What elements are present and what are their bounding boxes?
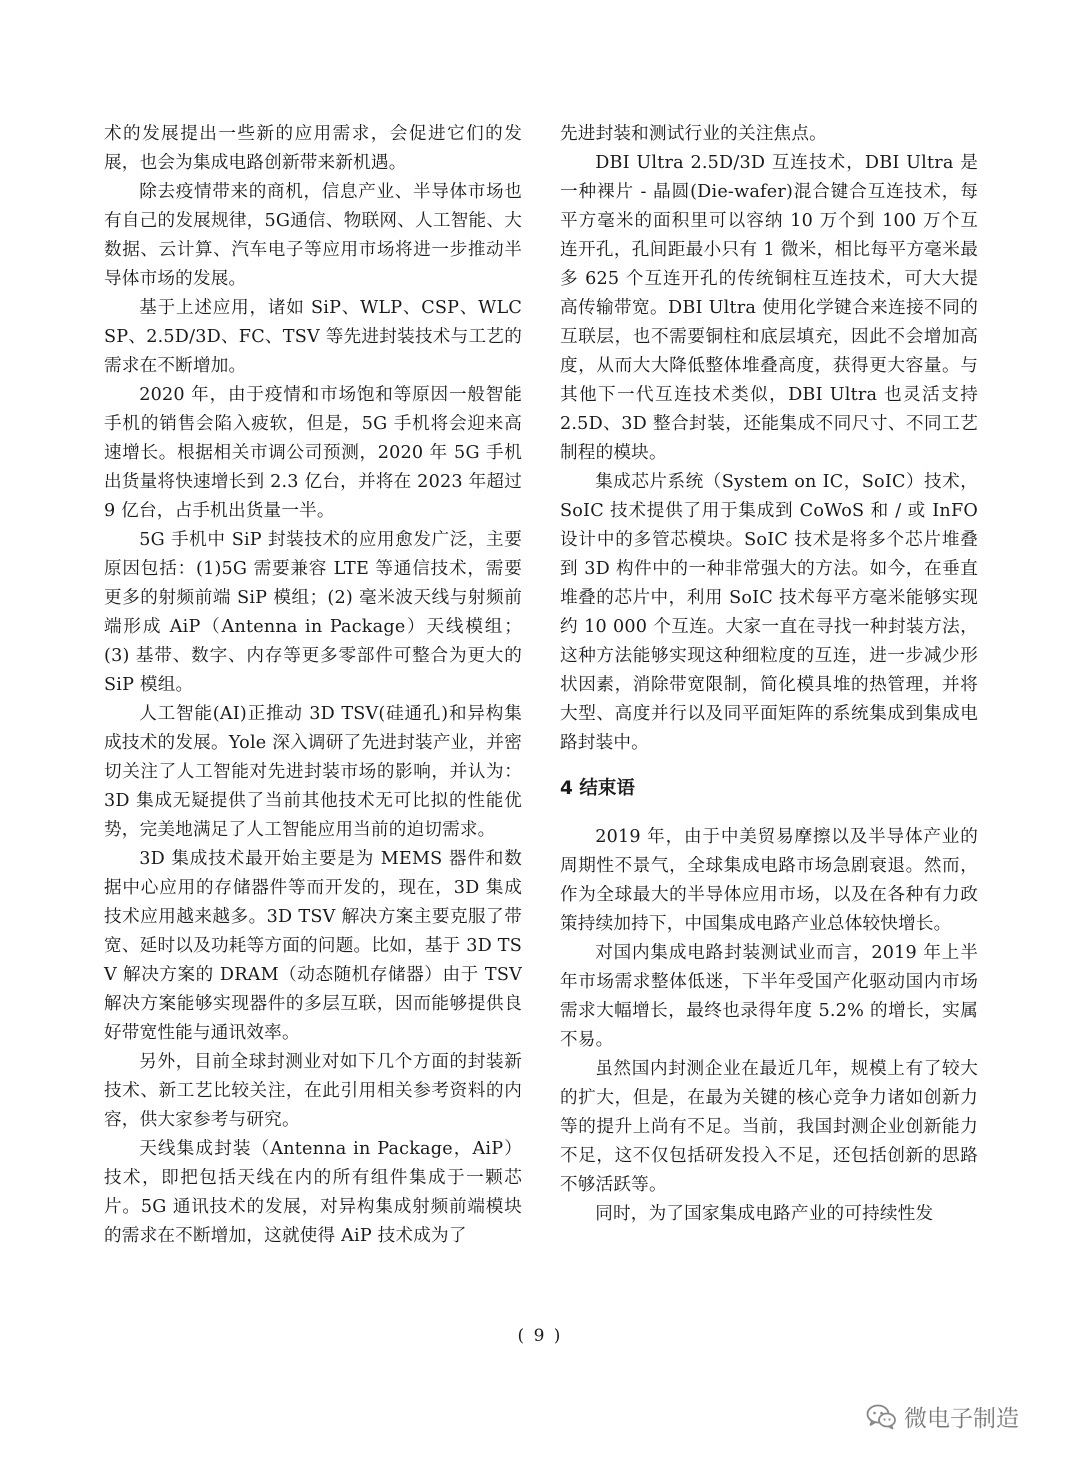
paragraph: 另外，目前全球封测业对如下几个方面的封装新技术、新工艺比较关注，在此引用相关参考资料的内容，供大家参考与研究。 [104,1052,522,1130]
paragraph: 先进封装和测试行业的关注焦点。 [560,124,827,144]
wechat-icon [866,1404,896,1430]
paragraph: 5G 手机中 SiP 封装技术的应用愈发广泛，主要原因包括：(1)5G 需要兼容 LTE 等通信技术，需要更多的射频前端 SiP 模组；(2) 毫米波天线与射频前端形成 AiP（Antenna in Package）天线模组；(3) 基带、数字、内存等更多零部件可整合为更大的 SiP 模组。 [104,530,522,695]
right-column-body-top [560,120,978,758]
paragraph: 2019 年，由于中美贸易摩擦以及半导体产业的周期性不景气，全球集成电路市场急剧衰退。然而，作为全球最大的半导体应用市场，以及在各种有力政策持续加持下，中国集成电路产业总体较快增长。 [560,827,978,934]
section-heading: 4 结束语 [560,778,635,799]
paragraph: 对国内集成电路封装测试业而言，2019 年上半年市场需求整体低迷，下半年受国产化驱动国内市场需求大幅增长，最终也录得年度 5.2% 的增长，实属不易。 [560,943,978,1050]
paragraph: DBI Ultra 2.5D/3D 互连技术，DBI Ultra 是一种裸片 - 晶圆(Die-wafer)混合键合互连技术，每平方毫米的面积里可以容纳 10 万个到 100 万个互连开孔，孔间距最小只有 1 微米，相比每平方毫米最多 625 个互连开孔的传统铜柱互连技术，可大大提高传输带宽。DBI Ultra 使用化学键合来连接不同的互联层，也不需要铜柱和底层填充，因此不会增加高度，从而大大降低整体堆叠高度，获得更大容量。与其他下一代互连技术类似，DBI Ultra 也灵活支持 2.5D、3D 整合封装，还能集成不同尺寸、不同工艺制程的模块。 [560,153,978,463]
paragraph: 2020 年，由于疫情和市场饱和等原因一般智能手机的销售会陷入疲软，但是，5G 手机将会迎来高速增长。根据相关市调公司预测，2020 年 5G 手机出货量将快速增长到 2.3 亿台，并将在 2023 年超过 9 亿台，占手机出货量一半。 [104,385,522,521]
right-column-body-bottom [560,823,978,1229]
paragraph: 同时，为了国家集成电路产业的可持续性发 [595,1204,934,1224]
paragraph: 除去疫情带来的商机，信息产业、半导体市场也有自己的发展规律，5G通信、物联网、人工智能、大数据、云计算、汽车电子等应用市场将进一步推动半导体市场的发展。 [104,182,522,289]
paragraph: 虽然国内封测企业在最近几年，规模上有了较大的扩大，但是，在最为关键的核心竞争力诸如创新力等的提升上尚有不足。当前，我国封测企业创新能力不足，这不仅包括研发投入不足，还包括创新的思路不够活跃等。 [560,1059,978,1195]
paragraph: 集成芯片系统（System on IC，SoIC）技术，SoIC 技术提供了用于集成到 CoWoS 和 / 或 InFO 设计中的多管芯模块。SoIC 技术是将多个芯片堆叠到 3D 构件中的一种非常强大的方法。如今，在垂直堆叠的芯片中，利用 SoIC 技术每平方毫米能够实现约 10 000 个互连。大家一直在寻找一种封装方法，这种方法能够实现这种细粒度的互连，进一步减少形状因素，消除带宽限制，简化模具堆的热管理，并将大型、高度并行以及同平面矩阵的系统集成到集成电路封装中。 [560,472,978,753]
paragraph: 人工智能(AI)正推动 3D TSV(硅通孔)和异构集成技术的发展。Yole 深入调研了先进封装产业，并密切关注了人工智能对先进封装市场的影响，并认为：3D 集成无疑提供了当前其他技术无可比拟的性能优势，完美地满足了人工智能应用当前的迫切需求。 [104,704,522,840]
right-column [560,120,978,1229]
left-column [104,120,522,1251]
watermark [866,1400,1019,1433]
watermark-text: 微电子制造 [904,1406,1019,1432]
paragraph: 术的发展提出一些新的应用需求，会促进它们的发展，也会为集成电路创新带来新机遇。 [104,124,522,173]
paragraph: 基于上述应用，诸如 SiP、WLP、CSP、WLCSP、2.5D/3D、FC、TSV 等先进封装技术与工艺的需求在不断增加。 [104,298,522,376]
paragraph: 3D 集成技术最开始主要是为 MEMS 器件和数据中心应用的存储器件等而开发的，现在，3D 集成技术应用越来越多。3D TSV 解决方案主要克服了带宽、延时以及功耗等方面的问题。比如，基于 3D TSV 解决方案的 DRAM（动态随机存储器）由于 TSV 解决方案能够实现器件的多层互联，因而能够提供良好带宽性能与通讯效率。 [104,849,522,1043]
paragraph: 天线集成封装（Antenna in Package，AiP）技术，即把包括天线在内的所有组件集成于一颗芯片。5G 通讯技术的发展，对异构集成射频前端模块的需求在不断增加，这就使得 AiP 技术成为了 [104,1139,522,1246]
page-number: ( 9 ) [517,1326,563,1346]
